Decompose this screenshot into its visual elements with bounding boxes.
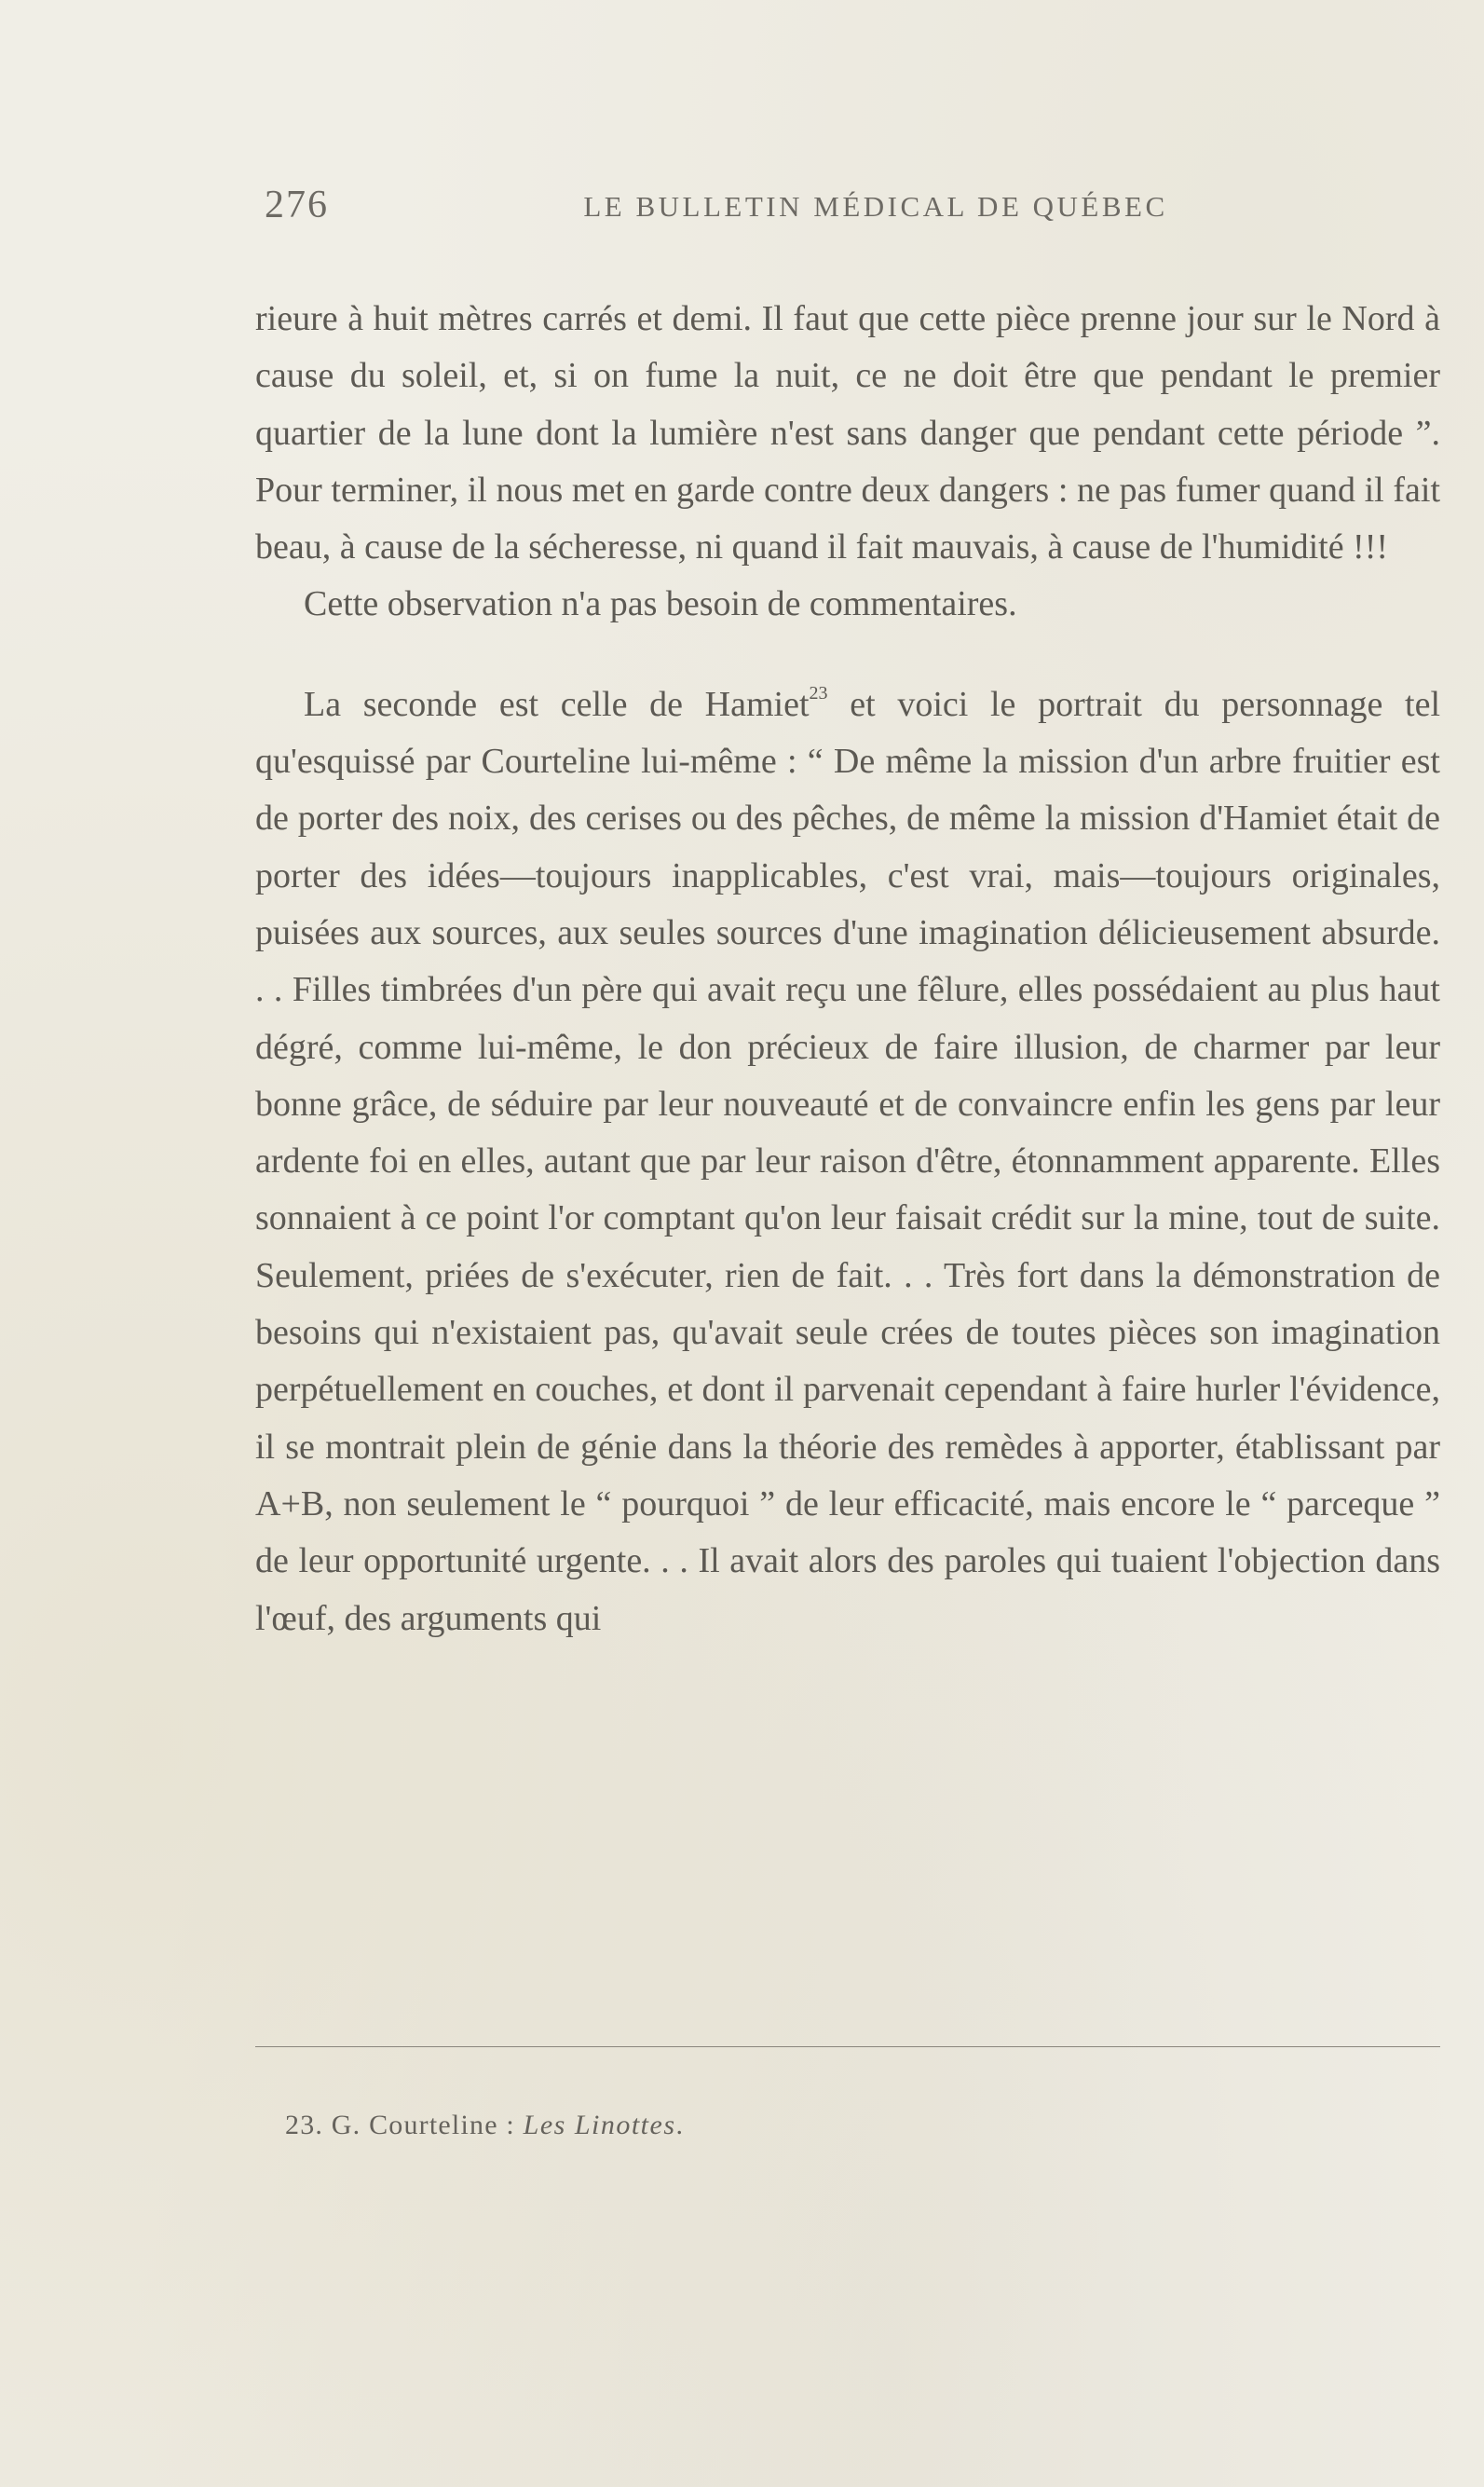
footnote-reference[interactable]: 23: [809, 682, 828, 704]
paragraph-hamiet-start: La seconde est celle de Hamiet: [304, 684, 810, 724]
running-title: LE BULLETIN MÉDICAL DE QUÉBEC: [583, 190, 1168, 223]
paragraph-observation: Cette observation n'a pas besoin de commentaires.: [304, 584, 1017, 624]
paragraph-hamiet: [255, 676, 1440, 1647]
body-text: [255, 291, 1440, 1647]
page-header: [255, 183, 1440, 235]
paragraph-hamiet-rest: et voici le portrait du personnage tel qu'esquissé par Courteline lui-même : “ De même la mission d'un arbre fruitier est de porter des noix, des cerises ou des pêches, de même la mission d'Hamiet était de porter des idées—toujours inapplicables, c'est vrai, mais—toujours originales, puisées aux sources, aux seules sources d'une imagination délicieusement absurde. . . Filles timbrées d'un père qui avait reçu une fêlure, elles possédaient au plus haut dégré, comme lui-même, le don précieux de faire illusion, de charmer par leur bonne grâce, de séduire par leur nouveauté et de convaincre enfin les gens par leur ardente foi en elles, autant que par leur raison d'être, étonnamment apparente. Elles sonnaient à ce point l'or comptant qu'on leur faisait crédit sur la mine, tout de suite. Seulement, priées de s'exécuter, rien de fait. . . Très fort dans la démonstration de besoins qui n'existaient pas, qu'avait seule crées de toutes pièces son imagination perpétuellement en couches, et dont il parvenait cependant à faire hurler l'évidence, il se montrait plein de génie dans la théorie des remèdes à apporter, établissant par A+B, non seulement le “ pourquoi ” de leur efficacité, mais encore le “ parceque ” de leur opportunité urgente. . . Il avait alors des paroles qui tuaient l'objection dans l'œuf, des arguments qui: [255, 684, 1441, 1638]
footnote-author: G. Courteline :: [323, 2110, 524, 2140]
paragraph-continued: rieure à huit mètres carrés et demi. Il faut que cette pièce prenne jour sur le Nord à cause du soleil, et, si on fume la nuit, ce ne doit être que pendant le premier quartier de la lune dont la lumière n'est sans danger que pendant cette période ”. Pour terminer, il nous met en garde contre deux dangers : ne pas fumer quand il fait beau, à cause de la sécheresse, ni quand il fait mauvais, à cause de l'humidité !!!: [255, 299, 1440, 567]
footnote-title: Les Linottes: [523, 2110, 676, 2140]
footnote: [285, 2110, 684, 2141]
footnote-end: .: [675, 2110, 685, 2140]
footnote-divider: [255, 2046, 1440, 2047]
footnote-number: 23.: [285, 2110, 324, 2140]
page-number: 276: [265, 184, 329, 226]
